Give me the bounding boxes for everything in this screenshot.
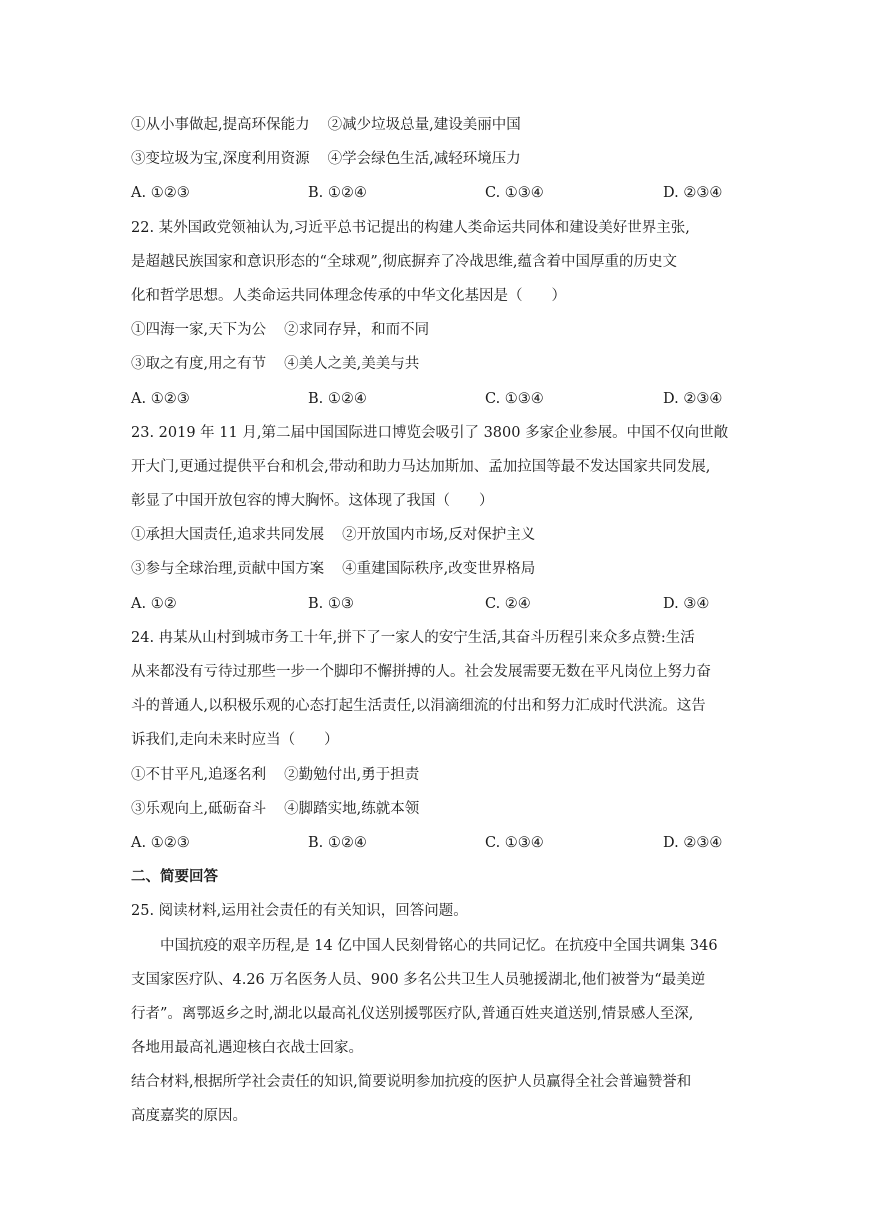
q24-stem-line: 诉我们,走向未来时应当（ ） xyxy=(131,732,339,749)
q24-choices xyxy=(131,826,743,860)
q24-stem-line: 斗的普通人,以积极乐观的心态打起生活责任,以涓滴细流的付出和努力汇成时代洪流。这告 xyxy=(131,698,706,715)
q21-option-1: ①从小事做起,提高环保能力 xyxy=(131,117,310,133)
q22-options-row-2 xyxy=(131,347,743,381)
q23-options-row-1 xyxy=(131,518,743,552)
q23-stem-line: 开大门,更通过提供平台和机会,带动和助力马达加斯加、孟加拉国等最不发达国家共同发展, xyxy=(131,458,711,475)
q22-choice-b: B. ①②④ xyxy=(308,390,367,407)
section-heading: 二、简要回答 xyxy=(131,869,218,886)
q24-option-3: ③乐观向上,砥砺奋斗 xyxy=(131,800,267,817)
q23-option-3: ③参与全球治理,贡献中国方案 xyxy=(131,561,325,578)
q22-stem-line: 化和哲学思想。人类命运共同体理念传承的中华文化基因是（ ） xyxy=(131,287,566,304)
q22-choices xyxy=(131,382,743,416)
q22-stem-line: 是超越民族国家和意识形态的“全球观”,彻底摒弃了冷战思维,蕴含着中国厚重的历史文 xyxy=(131,253,678,270)
q24-choice-a: A. ①②③ xyxy=(131,834,190,851)
q23-stem-line: 彰显了中国开放包容的博大胸怀。这体现了我国（ ） xyxy=(131,493,494,510)
q22-option-4: ④美人之美,美美与共 xyxy=(284,356,420,373)
q21-option-2: ②减少垃圾总量,建设美丽中国 xyxy=(327,117,521,133)
q24-option-2: ②勤勉付出,勇于担责 xyxy=(284,766,420,783)
q21-options-row-1 xyxy=(131,108,743,142)
q25-question-line: 高度嘉奖的原因。 xyxy=(131,1108,247,1125)
q23-option-1: ①承担大国责任,追求共同发展 xyxy=(131,527,325,544)
q22-stem xyxy=(131,211,743,314)
q24-stem-line: 从来都没有亏待过那些一步一个脚印不懈拼搏的人。社会发展需要无数在平凡岗位上努力奋 xyxy=(131,664,711,680)
q25-intro: 25. 阅读材料,运用社会责任的有关知识，回答问题。 xyxy=(131,903,468,920)
q22-choice-d: D. ②③④ xyxy=(663,390,723,407)
q23-choice-a: A. ①② xyxy=(131,595,177,612)
q21-choice-a: A. ①②③ xyxy=(131,185,190,202)
q23-choice-d: D. ③④ xyxy=(663,595,710,612)
q24-options-row-1 xyxy=(131,758,743,792)
q21-choice-b: B. ①②④ xyxy=(308,185,367,202)
q24-options-row-2 xyxy=(131,792,743,826)
q21-options-row-2 xyxy=(131,142,743,176)
q21-choices xyxy=(131,176,743,210)
q25-question xyxy=(131,1065,743,1133)
q24-choice-c: C. ①③④ xyxy=(485,834,544,851)
q24-stem-line: 24. 冉某从山村到城市务工十年,拼下了一家人的安宁生活,其奋斗历程引来众多点赞:生活 xyxy=(131,629,695,646)
q24-option-1: ①不甘平凡,追逐名利 xyxy=(131,766,267,783)
q23-options-row-2 xyxy=(131,552,743,586)
q21-choice-d: D. ②③④ xyxy=(663,185,723,202)
q24-stem xyxy=(131,621,743,758)
q22-choice-a: A. ①②③ xyxy=(131,390,190,407)
q22-options-row-1 xyxy=(131,313,743,347)
q22-choice-c: C. ①③④ xyxy=(485,390,544,407)
q21-option-4: ④学会绿色生活,减轻环境压力 xyxy=(327,151,521,168)
q25-material-line: 行者”。离鄂返乡之时,湖北以最高礼仪送别援鄂医疗队,普通百姓夹道送别,情景感人至深, xyxy=(131,1005,694,1022)
q23-choice-b: B. ①③ xyxy=(308,595,354,612)
q21-choice-c: C. ①③④ xyxy=(485,185,544,202)
q22-option-3: ③取之有度,用之有节 xyxy=(131,356,267,373)
q24-choice-b: B. ①②④ xyxy=(308,834,367,851)
q25-material xyxy=(131,929,743,1066)
q22-option-1: ①四海一家,天下为公 xyxy=(131,322,267,339)
q22-option-2: ②求同存异，和而不同 xyxy=(284,322,430,339)
q25-material-line: 各地用最高礼遇迎核白衣战士回家。 xyxy=(131,1040,363,1057)
q23-option-4: ④重建国际秩序,改变世界格局 xyxy=(342,561,536,578)
q25-material-line: 中国抗疫的艰辛历程,是 14 亿中国人民刻骨铭心的共同记忆。在抗疫中全国共调集 346 xyxy=(160,937,718,954)
exam-page xyxy=(131,108,743,1134)
q23-choice-c: C. ②④ xyxy=(485,595,531,612)
q23-stem-line: 23. 2019 年 11 月,第二届中国国际进口博览会吸引了 3800 多家企业参展。中国不仅向世敞 xyxy=(131,424,729,441)
q23-choices xyxy=(131,587,743,621)
q25-material-line: 支国家医疗队、4.26 万名医务人员、900 多名公共卫生人员驰援湖北,他们被誉为“最美逆 xyxy=(131,971,706,988)
q23-option-2: ②开放国内市场,反对保护主义 xyxy=(342,527,536,544)
q22-stem-line: 22. 某外国政党领袖认为,习近平总书记提出的构建人类命运共同体和建设美好世界主张, xyxy=(131,219,690,236)
q25-question-line: 结合材料,根据所学社会责任的知识,简要说明参加抗疫的医护人员赢得全社会普遍赞誉和 xyxy=(131,1074,692,1091)
q23-stem xyxy=(131,416,743,519)
q21-option-3: ③变垃圾为宝,深度利用资源 xyxy=(131,151,310,168)
q24-choice-d: D. ②③④ xyxy=(663,834,723,851)
q24-option-4: ④脚踏实地,练就本领 xyxy=(284,800,420,817)
